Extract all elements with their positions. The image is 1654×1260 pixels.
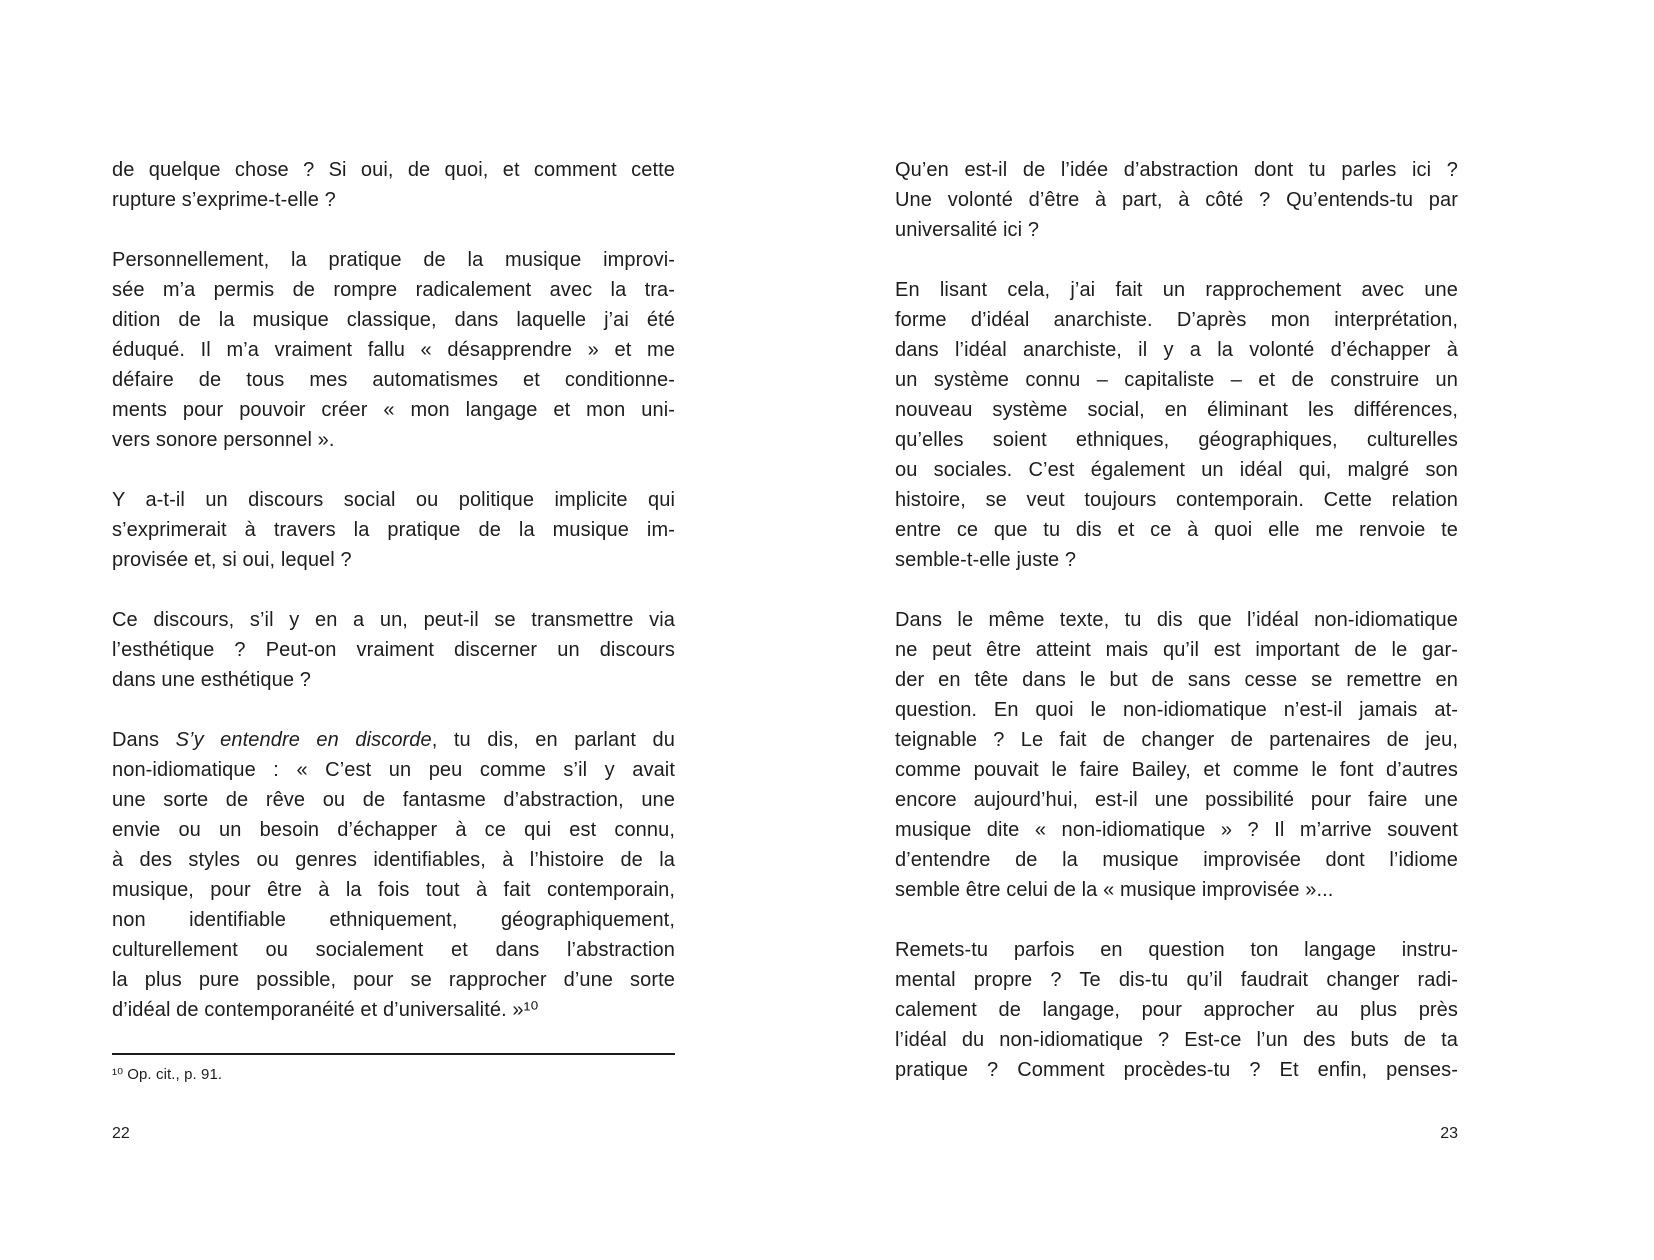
text-line: mental propre ? Te dis-tu qu’il faudrait changer radi- [895, 969, 1458, 991]
text-line: semble être celui de la « musique improvisée »... [895, 879, 1334, 901]
text-line: Dans S’y entendre en discorde, tu dis, en parlant du [112, 729, 676, 751]
paragraph [112, 725, 675, 1025]
text-line: culturellement ou socialement et dans l’abstraction [112, 939, 675, 961]
text-line: qu’elles soient ethniques, géographiques, culturelles [895, 429, 1458, 451]
text-line: de quelque chose ? Si oui, de quoi, et comment cette [112, 159, 675, 181]
text-line: ments pour pouvoir créer « mon langage et mon uni- [112, 399, 675, 421]
footnote-block [112, 1053, 675, 1085]
right-page-paragraphs [895, 155, 1458, 1085]
text-line: calement de langage, pour approcher au plus près [895, 999, 1458, 1021]
text-line: question. En quoi le non-idiomatique n’est-il jamais at- [895, 699, 1458, 721]
paragraph [895, 605, 1458, 905]
right-page-text-column [895, 155, 1458, 1085]
text-line: histoire, se veut toujours contemporain. Cette relation [895, 489, 1458, 511]
text-line: Ce discours, s’il y en a un, peut-il se transmettre via [112, 609, 675, 631]
text-line: éduqué. Il m’a vraiment fallu « désapprendre » et me [112, 339, 675, 361]
text-line: d’entendre de la musique improvisée dont l’idiome [895, 849, 1458, 871]
text-line: non-idiomatique : « C’est un peu comme s’il y avait [112, 759, 675, 781]
footnote-marker: ¹⁰ [112, 1066, 124, 1083]
text-line: nouveau système social, en éliminant les différences, [895, 399, 1458, 421]
text-line: En lisant cela, j’ai fait un rapprochement avec une [895, 279, 1458, 301]
text-line: Une volonté d’être à part, à côté ? Qu’entends-tu par [895, 189, 1458, 211]
text-line: d’idéal de contemporanéité et d’universalité. »¹⁰ [112, 999, 539, 1021]
italic-book-title: S’y entendre en discorde [175, 729, 432, 751]
text-line: Y a-t-il un discours social ou politique implicite qui [112, 489, 675, 511]
footnote-text: Op. cit., p. 91. [127, 1066, 223, 1083]
text-line: dans l’idéal anarchiste, il y a la volonté d’échapper à [895, 339, 1458, 361]
text-line: ou sociales. C’est également un idéal qui, malgré son [895, 459, 1458, 481]
text-line: rupture s’exprime-t-elle ? [112, 189, 336, 211]
text-line: dans une esthétique ? [112, 669, 311, 691]
page-number-right: 23 [1440, 1125, 1458, 1142]
text-line: Qu’en est-il de l’idée d’abstraction dont tu parles ici ? [895, 159, 1458, 181]
text-line: musique dite « non-idiomatique » ? Il m’arrive souvent [895, 819, 1458, 841]
text-line: une sorte de rêve ou de fantasme d’abstraction, une [112, 789, 675, 811]
text-line: semble-t-elle juste ? [895, 549, 1077, 571]
paragraph [112, 155, 675, 215]
text-line: musique, pour être à la fois tout à fait contemporain, [112, 879, 675, 901]
text-line: encore aujourd’hui, est-il une possibilité pour faire une [895, 789, 1458, 811]
paragraph [895, 935, 1458, 1085]
text-line: défaire de tous mes automatismes et conditionne- [112, 369, 675, 391]
text-line: vers sonore personnel ». [112, 429, 335, 451]
text-line: un système connu – capitaliste – et de construire un [895, 369, 1458, 391]
text-line: entre ce que tu dis et ce à quoi elle me renvoie te [895, 519, 1458, 541]
text-line: teignable ? Le fait de changer de partenaires de jeu, [895, 729, 1458, 751]
text-line: Dans le même texte, tu dis que l’idéal non-idiomatique [895, 609, 1458, 631]
text-line: sée m’a permis de rompre radicalement avec la tra- [112, 279, 675, 301]
text-line: Remets-tu parfois en question ton langage instru- [895, 939, 1458, 961]
text-line: la plus pure possible, pour se rapprocher d’une sorte [112, 969, 675, 991]
text-line: dition de la musique classique, dans laquelle j’ai été [112, 309, 675, 331]
left-page-paragraphs [112, 155, 675, 1025]
text-line: universalité ici ? [895, 219, 1040, 241]
text-line: provisée et, si oui, lequel ? [112, 549, 352, 571]
paragraph [895, 275, 1458, 575]
paragraph [112, 485, 675, 575]
text-line: Personnellement, la pratique de la musique improvi- [112, 249, 675, 271]
text-line: non identifiable ethniquement, géographiquement, [112, 909, 675, 931]
text-line: s’exprimerait à travers la pratique de la musique im- [112, 519, 675, 541]
text-line: forme d’idéal anarchiste. D’après mon interprétation, [895, 309, 1458, 331]
text-line: ne peut être atteint mais qu’il est important de le gar- [895, 639, 1458, 661]
footnote [112, 1064, 675, 1085]
paragraph [895, 155, 1458, 245]
text-line: pratique ? Comment procèdes-tu ? Et enfin, penses- [895, 1059, 1458, 1081]
page-number-left: 22 [112, 1125, 130, 1142]
paragraph [112, 245, 675, 455]
text-line: l’esthétique ? Peut-on vraiment discerner un discours [112, 639, 675, 661]
left-page-text-column [112, 155, 675, 1085]
footnote-rule [112, 1053, 675, 1055]
text-line: der en tête dans le but de sans cesse se remettre en [895, 669, 1458, 691]
text-line: envie ou un besoin d’échapper à ce qui est connu, [112, 819, 675, 841]
text-line: comme pouvait le faire Bailey, et comme le font d’autres [895, 759, 1458, 781]
text-line: à des styles ou genres identifiables, à l’histoire de la [112, 849, 675, 871]
text-line: l’idéal du non-idiomatique ? Est-ce l’un des buts de ta [895, 1029, 1458, 1051]
paragraph [112, 605, 675, 695]
